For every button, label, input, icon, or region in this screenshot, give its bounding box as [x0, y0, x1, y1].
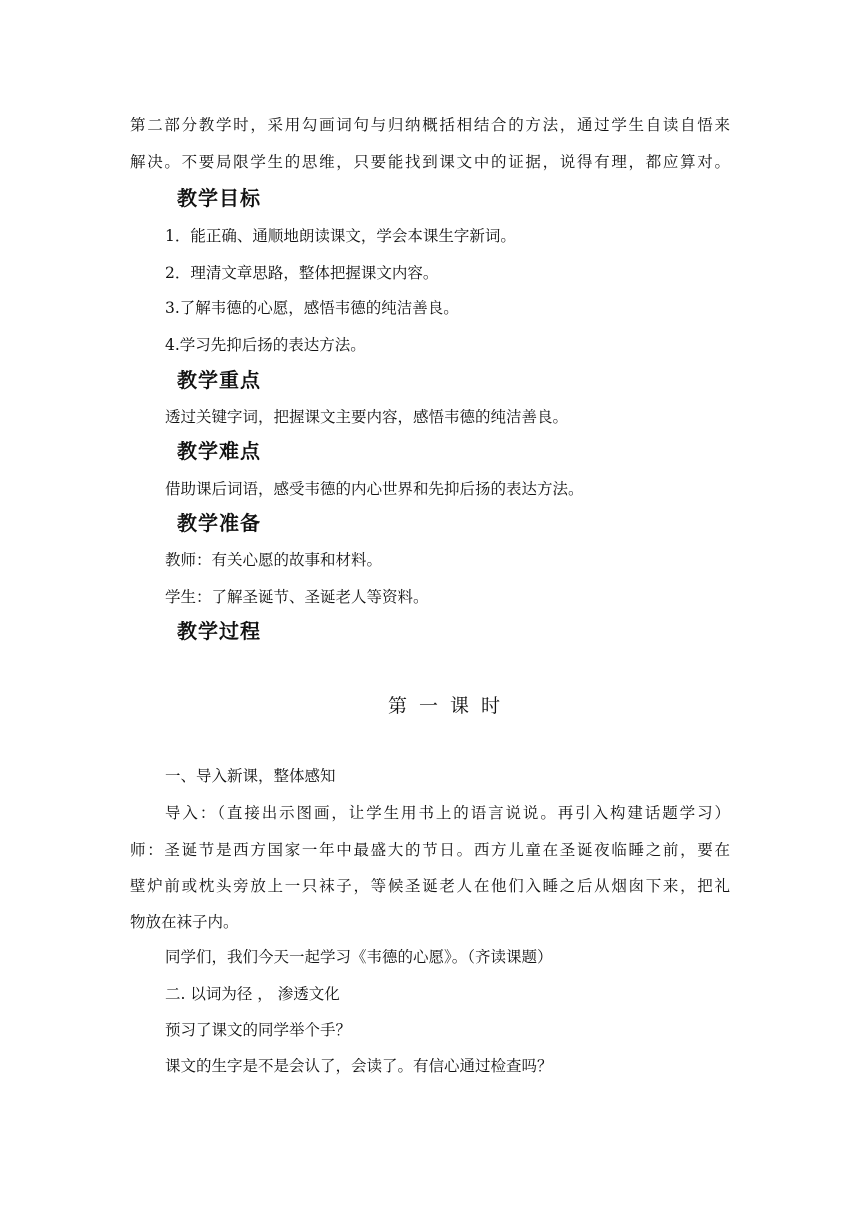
section-1-heading: 一、导入新课，整体感知: [165, 767, 336, 785]
question-2: 课文的生字是不是会认了，会读了。有信心通过检查吗？: [165, 1057, 553, 1075]
objective-item-3: 3.了解韦德的心愿，感悟韦德的纯洁善良。: [165, 299, 459, 317]
section-2-heading: 二. 以词为径 ， 渗透文化: [165, 985, 340, 1003]
objectives-heading: 教学目标: [177, 186, 261, 210]
intro-line-2: 解决。不要局限学生的思维，只要能找到课文中的证据，说得有理，都应算对。: [130, 153, 730, 171]
preparation-heading: 教学准备: [177, 511, 261, 535]
key-points-heading: 教学重点: [177, 368, 261, 392]
objective-item-1: 1．能正确、通顺地朗读课文，学会本课生字新词。: [165, 227, 516, 245]
process-heading: 教学过程: [177, 619, 261, 643]
intro-paragraph-line-2: 师：圣诞节是西方国家一年中最盛大的节日。西方儿童在圣诞夜临睡之前，要在: [130, 841, 730, 859]
preparation-teacher: 教师：有关心愿的故事和材料。: [165, 551, 383, 569]
lesson-title: 第一课时: [387, 695, 512, 717]
study-line: 同学们，我们今天一起学习《韦德的心愿》。（齐读课题）: [165, 948, 553, 966]
difficulties-text: 借助课后词语，感受韦德的内心世界和先抑后扬的表达方法。: [165, 480, 584, 498]
intro-paragraph-line-3: 壁炉前或枕头旁放上一只袜子，等候圣诞老人在他们入睡之后从烟囱下来，把礼: [130, 877, 730, 895]
question-1: 预习了课文的同学举个手？: [165, 1021, 352, 1039]
difficulties-heading: 教学难点: [177, 439, 261, 463]
objective-item-4: 4.学习先抑后扬的表达方法。: [165, 336, 366, 354]
intro-paragraph-line-1: 导入：（直接出示图画，让学生用书上的语言说说。再引入构建话题学习）: [165, 804, 730, 822]
preparation-student: 学生：了解圣诞节、圣诞老人等资料。: [165, 588, 429, 606]
objective-item-2: 2．理清文章思路，整体把握课文内容。: [165, 264, 439, 282]
intro-paragraph-line-4: 物放在袜子内。: [130, 913, 239, 931]
intro-line-1: 第二部分教学时，采用勾画词句与归纳概括相结合的方法，通过学生自读自悟来: [130, 116, 730, 134]
key-points-text: 透过关键字词，把握课文主要内容，感悟韦德的纯洁善良。: [165, 408, 569, 426]
